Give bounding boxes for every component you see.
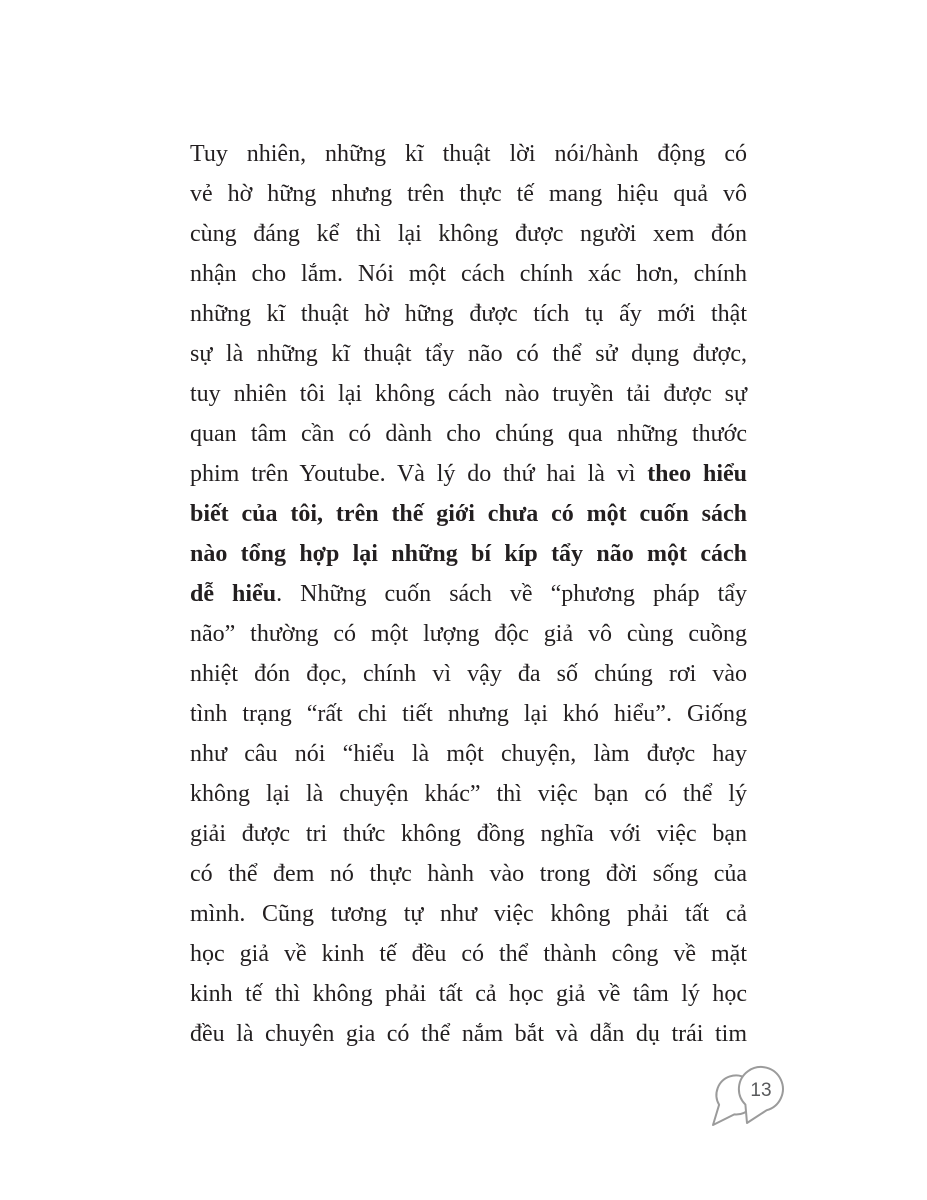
text-segment: quan tâm cần có dành cho chúng qua những thước bbox=[190, 421, 747, 447]
text-line bbox=[190, 774, 747, 814]
text-segment: nào tổng hợp lại những bí kíp tẩy não một cách bbox=[190, 541, 747, 567]
text-segment: phim trên Youtube. Và lý do thứ hai là vì bbox=[190, 461, 648, 487]
text-line bbox=[190, 1014, 747, 1054]
text-segment: kinh tế thì không phải tất cả học giả về tâm lý học bbox=[190, 981, 747, 1007]
text-segment: đều là chuyên gia có thể nắm bắt và dẫn dụ trái tim bbox=[190, 1021, 747, 1047]
paragraph bbox=[190, 134, 747, 1054]
text-line bbox=[190, 614, 747, 654]
text-segment: có thể đem nó thực hành vào trong đời sống của bbox=[190, 861, 747, 887]
text-segment: tuy nhiên tôi lại không cách nào truyền tải được sự bbox=[190, 381, 747, 407]
text-segment: tình trạng “rất chi tiết nhưng lại khó hiểu”. Giống bbox=[190, 701, 747, 727]
text-segment: học giả về kinh tế đều có thể thành công về mặt bbox=[190, 941, 747, 967]
text-line bbox=[190, 174, 747, 214]
text-line bbox=[190, 894, 747, 934]
text-segment: biết của tôi, trên thế giới chưa có một cuốn sách bbox=[190, 501, 747, 527]
text-line bbox=[190, 214, 747, 254]
text-segment: không lại là chuyện khác” thì việc bạn có thể lý bbox=[190, 781, 747, 807]
text-segment: . Những cuốn sách về “phương pháp tẩy bbox=[276, 581, 747, 607]
text-line bbox=[190, 254, 747, 294]
text-segment: giải được tri thức không đồng nghĩa với việc bạn bbox=[190, 821, 747, 847]
speech-bubbles-icon bbox=[710, 1062, 798, 1132]
text-line bbox=[190, 414, 747, 454]
page-number: 13 bbox=[750, 1080, 772, 1101]
text-line bbox=[190, 294, 747, 334]
text-line bbox=[190, 454, 747, 494]
text-segment: Tuy nhiên, những kĩ thuật lời nói/hành động có bbox=[190, 141, 747, 167]
text-line bbox=[190, 734, 747, 774]
text-line bbox=[190, 134, 747, 174]
text-line bbox=[190, 334, 747, 374]
text-segment: sự là những kĩ thuật tẩy não có thể sử dụng được, bbox=[190, 341, 747, 367]
text-line bbox=[190, 374, 747, 414]
page-number-badge bbox=[710, 1062, 798, 1132]
text-line bbox=[190, 574, 747, 614]
text-line bbox=[190, 934, 747, 974]
text-segment: mình. Cũng tương tự như việc không phải tất cả bbox=[190, 901, 747, 927]
text-segment: dễ hiểu bbox=[190, 581, 277, 607]
text-segment: theo hiểu bbox=[647, 461, 747, 487]
text-segment: cùng đáng kể thì lại không được người xem đón bbox=[190, 221, 747, 247]
text-segment: nhiệt đón đọc, chính vì vậy đa số chúng rơi vào bbox=[190, 661, 747, 687]
text-line bbox=[190, 974, 747, 1014]
text-line bbox=[190, 814, 747, 854]
text-line bbox=[190, 694, 747, 734]
text-segment: nhận cho lắm. Nói một cách chính xác hơn, chính bbox=[190, 261, 747, 287]
text-line bbox=[190, 494, 747, 534]
text-segment: những kĩ thuật hờ hững được tích tụ ấy mới thật bbox=[190, 301, 747, 327]
text-line bbox=[190, 854, 747, 894]
text-line bbox=[190, 654, 747, 694]
text-segment: vẻ hờ hững nhưng trên thực tế mang hiệu quả vô bbox=[190, 181, 747, 207]
text-segment: như câu nói “hiểu là một chuyện, làm được hay bbox=[190, 741, 747, 767]
text-segment: não” thường có một lượng độc giả vô cùng cuồng bbox=[190, 621, 747, 647]
text-line bbox=[190, 534, 747, 574]
